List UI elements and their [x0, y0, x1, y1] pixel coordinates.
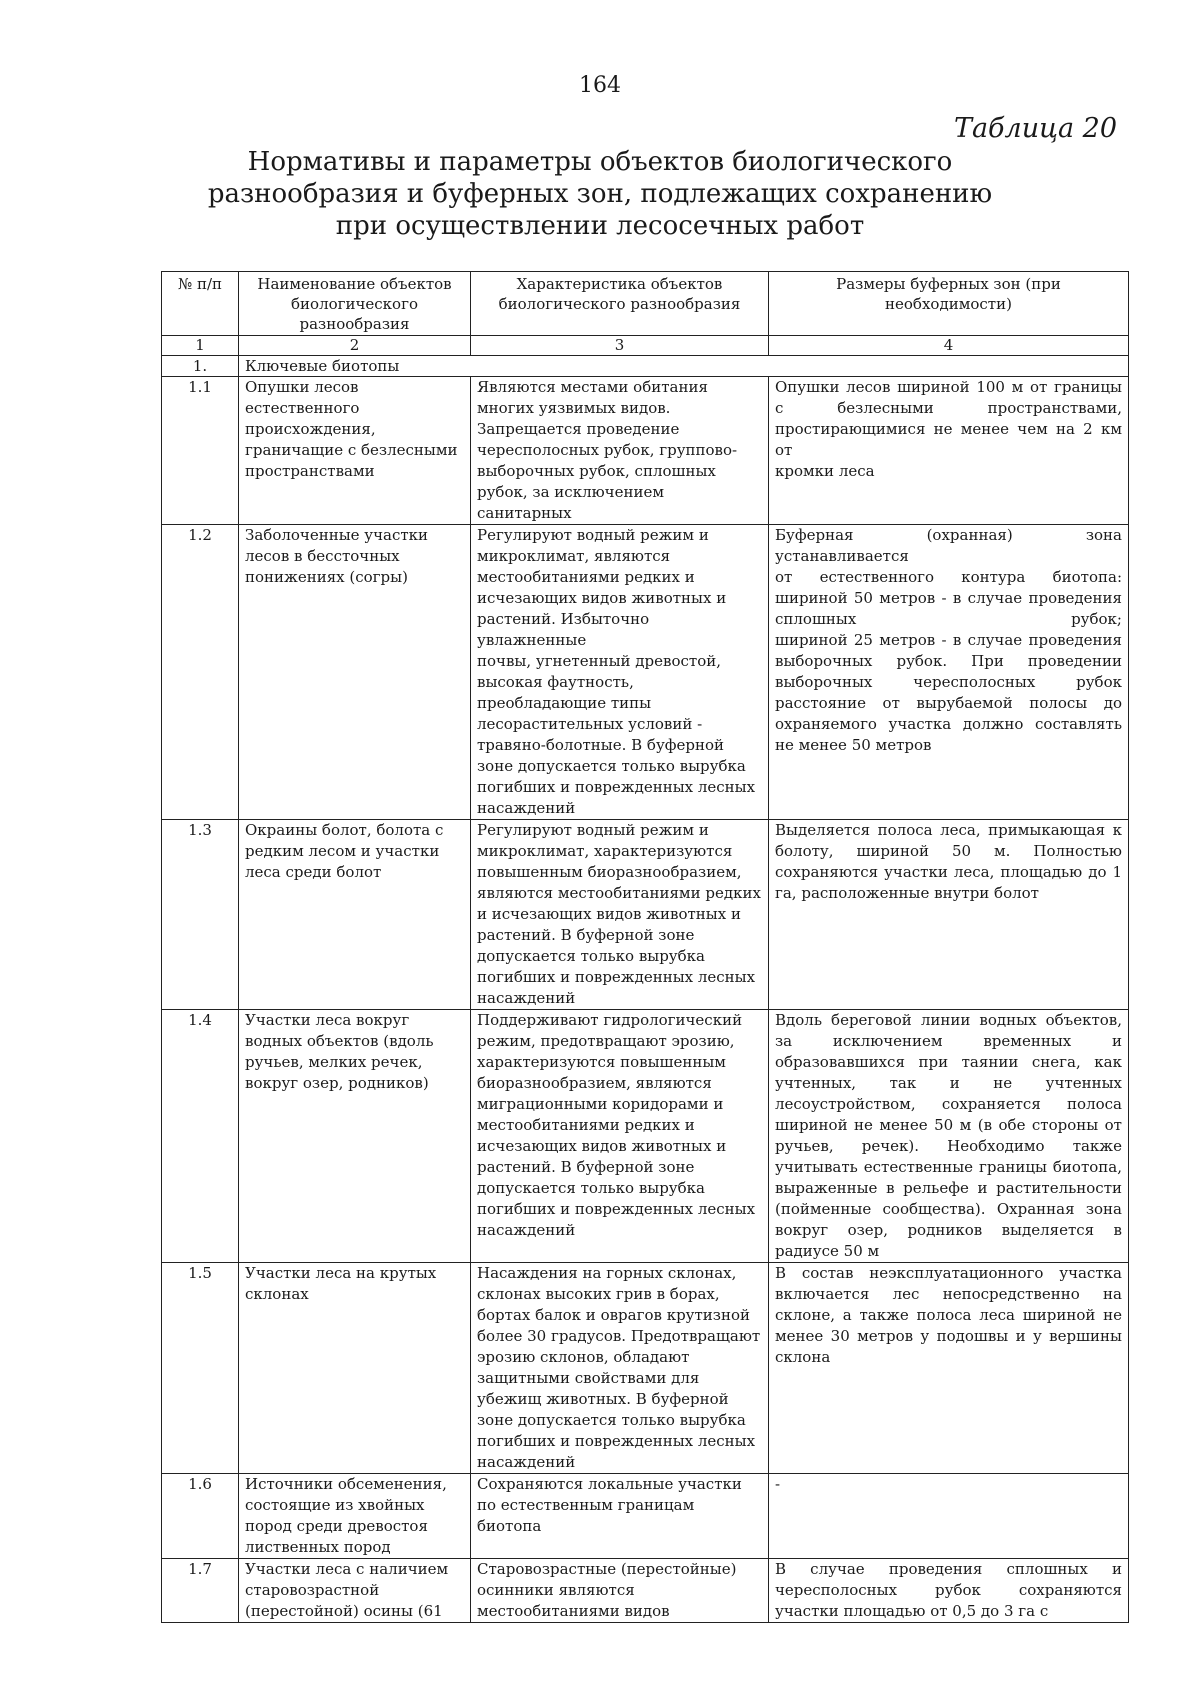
cell-line: пространствами	[245, 462, 375, 480]
cell-line: сохраняются участки леса, площадью до 1	[775, 863, 1122, 881]
cell-line: эрозию склонов, обладают	[477, 1348, 690, 1366]
cell-line: -	[775, 1475, 781, 1493]
cell-line: состоящие из хвойных	[245, 1496, 425, 1514]
cell-line: лиственных пород	[245, 1538, 391, 1556]
cell-line: многих уязвимых видов.	[477, 399, 671, 417]
cell-line: понижениях (согры)	[245, 568, 408, 586]
cell-line: микроклимат, характеризуются	[477, 842, 733, 860]
cell-line: образовавшихся при таянии снега, как	[775, 1053, 1122, 1071]
cell-line: шириной 50 метров - в случае проведения	[775, 589, 1122, 607]
cell-line: (пойменные сообщества). Охранная зона	[775, 1200, 1122, 1218]
cell-line: преобладающие типы	[477, 694, 652, 712]
object-name-cell	[239, 1010, 471, 1263]
cell-line: (перестойной) осины (61	[245, 1602, 443, 1620]
object-name-cell	[239, 1474, 471, 1559]
cell-line: насаждений	[477, 1221, 576, 1239]
object-name-cell	[239, 1559, 471, 1623]
cell-line: В состав неэксплуатационного участка	[775, 1264, 1122, 1282]
cell-line: допускается только вырубка	[477, 947, 705, 965]
cell-line: и исчезающих видов животных и	[477, 905, 741, 923]
cell-line: Заболоченные участки	[245, 526, 429, 544]
cell-line: бортах балок и оврагов крутизной	[477, 1306, 751, 1324]
cell-line: осинники являются	[477, 1581, 635, 1599]
table-title	[0, 146, 1200, 242]
cell-line: Регулируют водный режим и	[477, 821, 709, 839]
cell-line: насаждений	[477, 989, 576, 1007]
cell-line: характеризуются повышенным	[477, 1053, 726, 1071]
cell-line: погибших и поврежденных лесных	[477, 1200, 756, 1218]
section-num: 1.	[162, 356, 239, 377]
cell-line: Участки леса с наличием	[245, 1560, 449, 1578]
cell-line: радиусе 50 м	[775, 1242, 880, 1260]
cell-line: с безлесными пространствами,	[775, 399, 1122, 417]
cell-line: микроклимат, являются	[477, 547, 671, 565]
header-row	[162, 272, 1129, 336]
row-num: 1.7	[162, 1559, 239, 1623]
cell-line: защитными свойствами для	[477, 1369, 700, 1387]
cell-line: Поддерживают гидрологический	[477, 1011, 743, 1029]
cell-line: Участки леса на крутых	[245, 1264, 437, 1282]
cell-line: Буферная (охранная) зона устанавливается	[775, 526, 1122, 565]
cell-line: высокая фаутность,	[477, 673, 634, 691]
column-number: 3	[471, 336, 769, 356]
page-number: 164	[579, 73, 621, 98]
cell-line: исчезающих видов животных и	[477, 589, 727, 607]
characteristic-cell	[471, 1010, 769, 1263]
characteristic-cell	[471, 1263, 769, 1474]
row-num: 1.6	[162, 1474, 239, 1559]
cell-line: рубок, за исключением санитарных	[477, 483, 664, 522]
cell-line: Сохраняются локальные участки	[477, 1475, 742, 1493]
column-number-row	[162, 336, 1129, 356]
cell-line: пород среди древостоя	[245, 1517, 428, 1535]
characteristic-cell	[471, 1559, 769, 1623]
cell-line: сплошных рубок;	[775, 610, 1122, 628]
table-row	[162, 525, 1129, 820]
cell-line: местообитаниями видов	[477, 1602, 670, 1620]
column-number: 4	[769, 336, 1129, 356]
cell-line: растений. Избыточно увлажненные	[477, 610, 650, 649]
cell-line: режим, предотвращают эрозию,	[477, 1032, 735, 1050]
cell-line: насаждений	[477, 1453, 576, 1471]
characteristic-cell	[471, 820, 769, 1010]
buffer-zone-cell	[769, 820, 1129, 1010]
cell-line: В случае проведения сплошных и	[775, 1560, 1122, 1578]
header-buffer: Размеры буферных зон (при необходимости)	[769, 272, 1129, 336]
cell-line: шириной не менее 50 м (в обе стороны от	[775, 1116, 1122, 1134]
cell-line: включается лес непосредственно на	[775, 1285, 1122, 1303]
table-row	[162, 1474, 1129, 1559]
cell-line: ручьев, мелких речек,	[245, 1053, 423, 1071]
cell-line: шириной 25 метров - в случае проведения	[775, 631, 1122, 649]
cell-line: выраженные в рельефе и растительности	[775, 1179, 1122, 1197]
cell-line: га, расположенные внутри болот	[775, 884, 1039, 902]
cell-line: старовозрастной	[245, 1581, 380, 1599]
cell-line: Опушки лесов шириной 100 м от границы	[775, 378, 1122, 396]
cell-line: зоне допускается только вырубка	[477, 1411, 746, 1429]
cell-line: болоту, шириной 50 м. Полностью	[775, 842, 1122, 860]
cell-line: кромки леса	[775, 462, 875, 480]
cell-line: склона	[775, 1348, 831, 1366]
cell-line: Окраины болот, болота с	[245, 821, 444, 839]
section-name: Ключевые биотопы	[239, 356, 1129, 377]
title-line: Нормативы и параметры объектов биологического	[247, 147, 953, 177]
cell-line: выборочных чересполосных рубок	[775, 673, 1122, 691]
cell-line: учтенных, так и не учтенных	[775, 1074, 1122, 1092]
cell-line: лесоустройством, сохраняется полоса	[775, 1095, 1122, 1113]
cell-line: травяно-болотные. В буферной	[477, 736, 725, 754]
table-label: Таблица 20	[953, 113, 1117, 144]
cell-line: Запрещается проведение	[477, 420, 680, 438]
cell-line: от естественного контура биотопа:	[775, 568, 1122, 586]
table-row	[162, 1559, 1129, 1623]
cell-line: местообитаниями редких и	[477, 568, 695, 586]
column-number: 1	[162, 336, 239, 356]
cell-line: Опушки лесов	[245, 378, 359, 396]
column-number: 2	[239, 336, 471, 356]
cell-line: местообитаниями редких и	[477, 1116, 695, 1134]
cell-line: повышенным биоразнообразием,	[477, 863, 742, 881]
cell-line: расстояние от вырубаемой полосы до	[775, 694, 1122, 712]
row-num: 1.5	[162, 1263, 239, 1474]
cell-line: охраняемого участка должно составлять	[775, 715, 1122, 733]
table-row	[162, 820, 1129, 1010]
cell-line: Регулируют водный режим и	[477, 526, 709, 544]
cell-line: насаждений	[477, 799, 576, 817]
cell-line: граничащие с безлесными	[245, 441, 458, 459]
cell-line: естественного	[245, 399, 360, 417]
cell-line: Являются местами обитания	[477, 378, 708, 396]
cell-line: лесорастительных условий -	[477, 715, 703, 733]
characteristic-cell	[471, 1474, 769, 1559]
object-name-cell	[239, 377, 471, 525]
cell-line: являются местообитаниями редких	[477, 884, 761, 902]
row-num: 1.1	[162, 377, 239, 525]
object-name-cell	[239, 525, 471, 820]
cell-line: ручьев, речек). Необходимо также	[775, 1137, 1122, 1155]
table-row	[162, 1263, 1129, 1474]
cell-line: по естественным границам биотопа	[477, 1496, 695, 1535]
buffer-zone-cell	[769, 377, 1129, 525]
row-num: 1.2	[162, 525, 239, 820]
cell-line: более 30 градусов. Предотвращают	[477, 1327, 761, 1345]
cell-line: выборочных рубок. При проведении	[775, 652, 1122, 670]
table-row	[162, 1010, 1129, 1263]
cell-line: биоразнообразием, являются	[477, 1074, 712, 1092]
cell-line: выборочных рубок, сплошных	[477, 462, 716, 480]
cell-line: Насаждения на горных склонах,	[477, 1264, 737, 1282]
cell-line: редким лесом и участки	[245, 842, 440, 860]
cell-line: погибших и поврежденных лесных	[477, 1432, 756, 1450]
cell-line: Участки леса вокруг	[245, 1011, 410, 1029]
cell-line: зоне допускается только вырубка	[477, 757, 746, 775]
row-num: 1.3	[162, 820, 239, 1010]
table-row	[162, 377, 1129, 525]
object-name-cell	[239, 1263, 471, 1474]
cell-line: допускается только вырубка	[477, 1179, 705, 1197]
cell-line: лесов в бессточных	[245, 547, 400, 565]
title-line: при осуществлении лесосечных работ	[335, 211, 865, 241]
cell-line: растений. В буферной зоне	[477, 1158, 695, 1176]
buffer-zone-cell	[769, 1559, 1129, 1623]
cell-line: чересполосных рубок, группово-	[477, 441, 738, 459]
cell-line: склоне, а также полоса леса шириной не	[775, 1306, 1122, 1324]
cell-line: погибших и поврежденных лесных	[477, 968, 756, 986]
cell-line: учитывать естественные границы биотопа,	[775, 1158, 1122, 1176]
header-characteristic: Характеристика объектов биологического разнообразия	[471, 272, 769, 336]
cell-line: не менее 50 метров	[775, 736, 932, 754]
norms-table	[161, 271, 1129, 1623]
cell-line: чересполосных рубок сохраняются	[775, 1581, 1122, 1599]
cell-line: Источники обсеменения,	[245, 1475, 447, 1493]
cell-line: вокруг озер, родников выделяется в	[775, 1221, 1122, 1239]
buffer-zone-cell	[769, 1474, 1129, 1559]
cell-line: склонах высоких грив в борах,	[477, 1285, 720, 1303]
header-num: № п/п	[162, 272, 239, 336]
cell-line: исчезающих видов животных и	[477, 1137, 727, 1155]
cell-line: леса среди болот	[245, 863, 382, 881]
cell-line: Выделяется полоса леса, примыкающая к	[775, 821, 1122, 839]
section-row	[162, 356, 1129, 377]
buffer-zone-cell	[769, 1010, 1129, 1263]
characteristic-cell	[471, 377, 769, 525]
cell-line: склонах	[245, 1285, 309, 1303]
object-name-cell	[239, 820, 471, 1010]
cell-line: вокруг озер, родников)	[245, 1074, 429, 1092]
cell-line: участки площадью от 0,5 до 3 га с	[775, 1602, 1049, 1620]
header-name: Наименование объектов биологического разнообразия	[239, 272, 471, 336]
cell-line: погибших и поврежденных лесных	[477, 778, 756, 796]
cell-line: растений. В буферной зоне	[477, 926, 695, 944]
cell-line: за исключением временных и	[775, 1032, 1122, 1050]
row-num: 1.4	[162, 1010, 239, 1263]
characteristic-cell	[471, 525, 769, 820]
cell-line: менее 30 метров у подошвы и у вершины	[775, 1327, 1122, 1345]
cell-line: водных объектов (вдоль	[245, 1032, 434, 1050]
buffer-zone-cell	[769, 525, 1129, 820]
cell-line: Вдоль береговой линии водных объектов,	[775, 1011, 1122, 1029]
cell-line: Старовозрастные (перестойные)	[477, 1560, 737, 1578]
buffer-zone-cell	[769, 1263, 1129, 1474]
cell-line: миграционными коридорами и	[477, 1095, 724, 1113]
cell-line: простирающимися не менее чем на 2 км от	[775, 420, 1122, 459]
cell-line: происхождения,	[245, 420, 376, 438]
title-line: разнообразия и буферных зон, подлежащих сохранению	[207, 179, 993, 209]
cell-line: убежищ животных. В буферной	[477, 1390, 729, 1408]
cell-line: почвы, угнетенный древостой,	[477, 652, 721, 670]
